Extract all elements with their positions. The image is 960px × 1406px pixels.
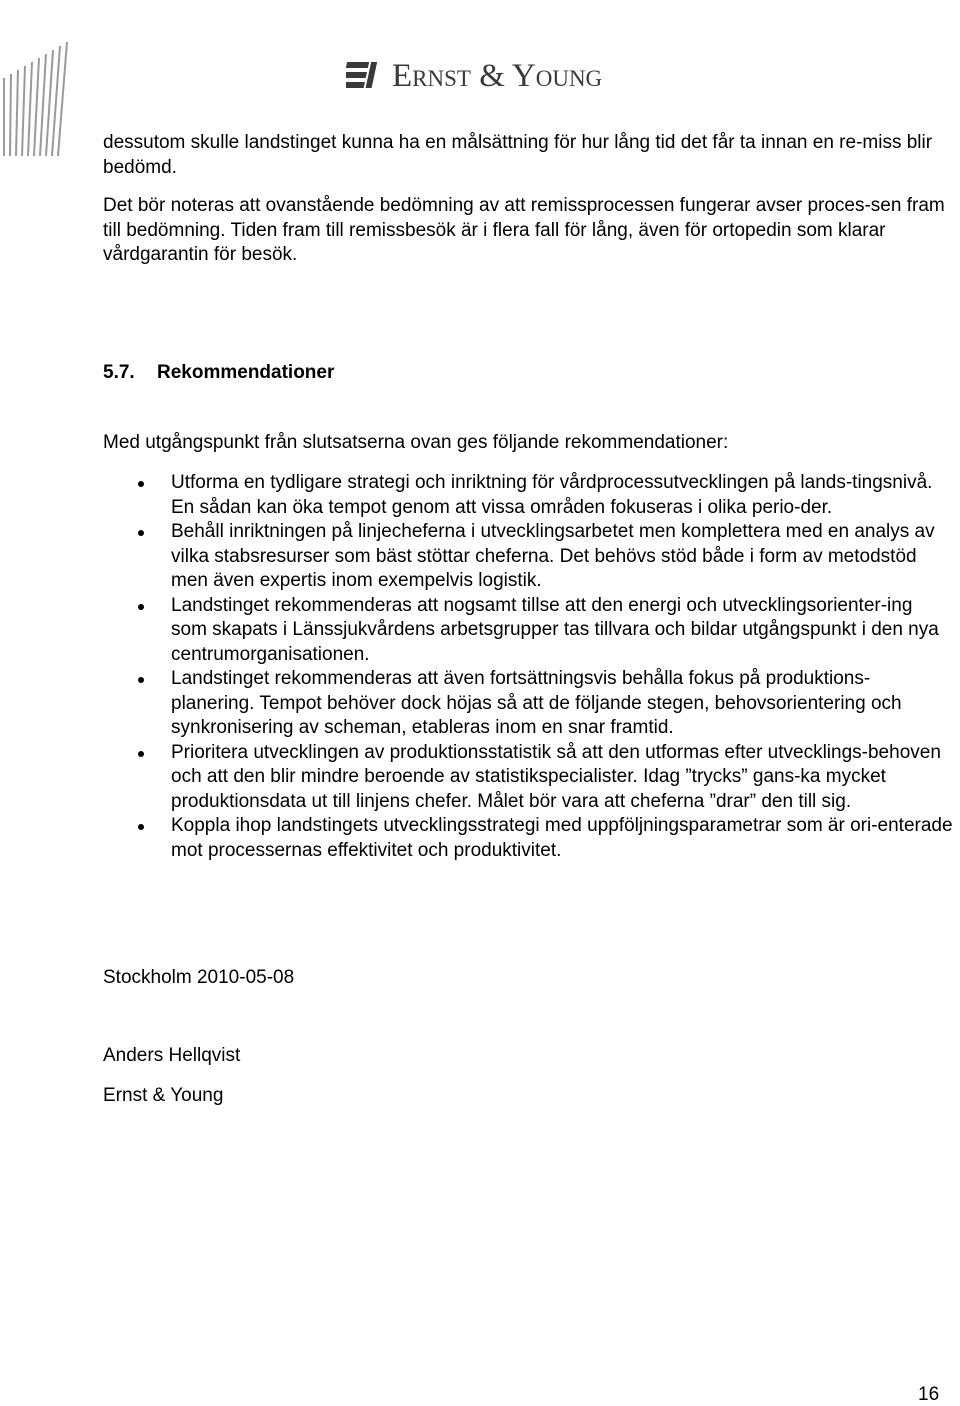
- list-item: [103, 741, 953, 815]
- header-rays-decoration: [0, 38, 120, 158]
- place-and-date: Stockholm 2010-05-08: [103, 967, 295, 988]
- list-item-text: Prioritera utvecklingen av produktionsstatistik så att den utformas efter utvecklings-behoven och att den blir mindre beroende av statistikspecialister. Idag ”trycks” gans-ka mycket produktionsdata ut till linjens chefer. Målet bör vara att cheferna ”drar” den till sig.: [171, 741, 941, 812]
- bullet-icon: [138, 824, 144, 830]
- list-item-text: Landstinget rekommenderas att även fortsättningsvis behålla fokus på produktions-planering. Tempot behöver dock höjas så att de följande stegen, behovsorientering och synkronisering av scheman, etableras inom en snar framtid.: [171, 668, 902, 738]
- section-heading: [103, 362, 334, 384]
- page-number: 16: [918, 1384, 940, 1405]
- bullet-icon: [138, 604, 144, 610]
- logo-wordmark: Ernst & Young: [392, 57, 603, 94]
- bullet-icon: [138, 530, 144, 536]
- recommendation-list: [103, 471, 953, 863]
- list-item: [103, 594, 953, 668]
- list-item: [103, 814, 953, 863]
- bullet-icon: [138, 751, 144, 757]
- list-item-text: Landstinget rekommenderas att nogsamt tillse att den energi och utvecklingsorienter-ing som skapats i Länssjukvårdens arbetsgrupper tas tillvara och bildar utgångspunkt i den nya centrumorganisationen.: [171, 594, 939, 665]
- list-item-text: Utforma en tydligare strategi och inriktning för vårdprocessutvecklingen på lands-tingsnivå. En sådan kan öka tempot genom att vissa områden fokuseras i olika perio-der.: [171, 472, 933, 518]
- ey-logo-mark-icon: [346, 58, 386, 94]
- section-number: 5.7.: [103, 362, 135, 383]
- bullet-icon: [138, 481, 144, 487]
- bullet-icon: [138, 677, 144, 683]
- intro-paragraph-1: dessutom skulle landstinget kunna ha en målsättning för hur lång tid det får ta innan en re-miss blir bedömd.: [103, 132, 933, 178]
- company-logo: [346, 56, 602, 96]
- intro-paragraph-2: Det bör noteras att ovanstående bedömning av att remissprocessen fungerar avser proces-sen fram till bedömning. Tiden fram till remissbesök är i flera fall för lång, även för ortopedin som klarar vårdgarantin för besök.: [103, 195, 945, 265]
- list-item: [103, 520, 953, 594]
- section-title: Rekommendationer: [157, 362, 335, 383]
- company-name: Ernst & Young: [103, 1085, 224, 1106]
- list-item: [103, 667, 953, 741]
- list-item: [103, 471, 953, 520]
- section-lead: Med utgångspunkt från slutsatserna ovan ges följande rekommendationer:: [103, 432, 729, 453]
- signatory-name: Anders Hellqvist: [103, 1045, 241, 1066]
- list-item-text: Behåll inriktningen på linjecheferna i utvecklingsarbetet men komplettera med en analys av vilka stabsresurser som bäst stöttar cheferna. Det behövs stöd både i form av metodstöd men även expertis inom exempelvis logistik.: [171, 521, 935, 591]
- list-item-text: Koppla ihop landstingets utvecklingsstrategi med uppföljningsparametrar som är ori-enterade mot processernas effektivitet och produktivitet.: [171, 815, 953, 861]
